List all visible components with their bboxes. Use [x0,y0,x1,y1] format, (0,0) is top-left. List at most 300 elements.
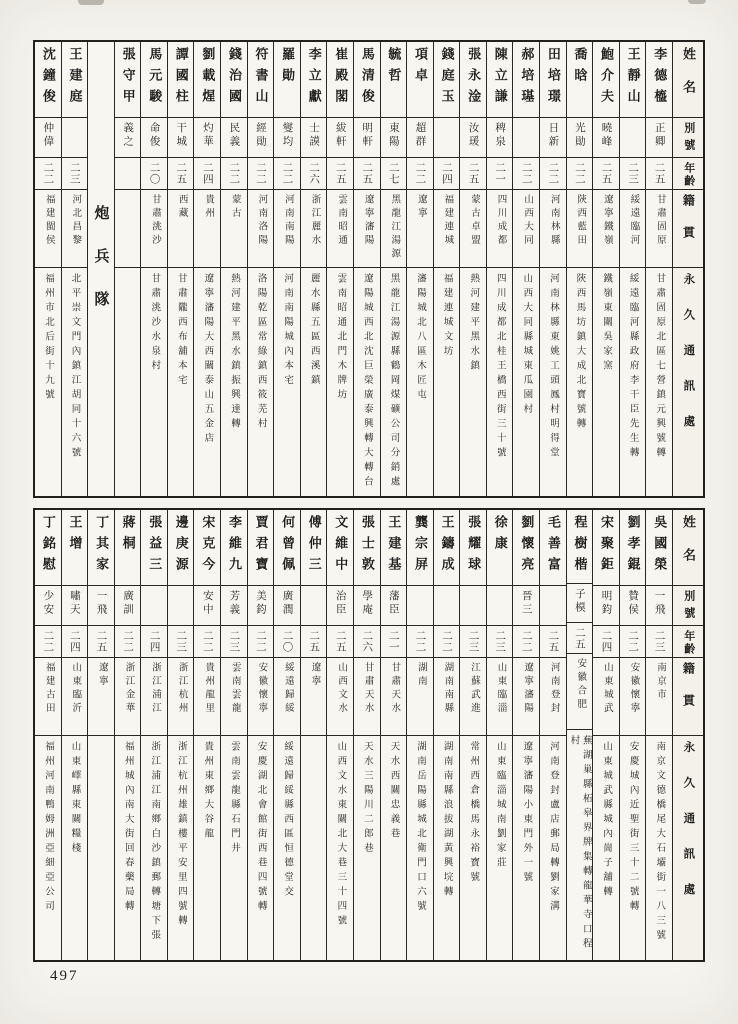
person-alias-cell [221,118,247,158]
person-name-text: 張耀球 [466,515,482,578]
person-name-cell [194,42,220,118]
person-age-cell [168,626,194,658]
person-alias-cell [407,118,433,158]
person-age-cell [593,626,619,658]
person-name-text: 張守甲 [120,47,136,110]
row-header-age [673,626,703,658]
person-alias-cell [248,118,274,158]
person-name-text: 崔殿閣 [333,47,349,110]
person-address-text: 天水三陽川二郎巷 [361,741,372,857]
person-name-text: 陳立謙 [492,47,508,110]
person-address-cell [513,268,539,496]
person-address-cell [62,736,88,960]
person-origin-text: 山西文水 [336,662,347,716]
person-column [381,510,408,960]
person-age-cell [115,158,141,190]
person-origin-cell [194,658,220,736]
person-name-text: 李德橀 [652,47,668,110]
person-age-text: 二二 [414,162,426,185]
person-name-cell [567,510,593,584]
person-address-text: 熱河建平黑水鎮振興達轉 [229,273,239,433]
person-column [62,42,89,496]
person-name-cell [646,42,672,118]
person-address-cell [646,268,672,496]
person-origin-cell [593,658,619,736]
person-name-cell [327,42,353,118]
person-address-cell [620,736,646,960]
person-alias-cell [301,118,327,158]
person-address-text: 遼陽城西北沈巨榮廣泰興轉大轉台 [361,273,372,491]
person-age-text: 二五 [95,630,107,653]
person-alias-text: 安中 [201,590,213,617]
person-name-text: 蔣桐 [120,515,136,557]
person-origin-text: 遼寧瀋陽 [522,662,533,716]
person-alias-cell [434,586,460,626]
unit-group-column [88,42,115,496]
person-column [221,510,248,960]
person-age-text: 二二 [520,630,532,653]
person-origin-cell [540,658,566,736]
person-origin-cell [62,658,88,736]
person-alias-cell [354,586,380,626]
person-column [460,42,487,496]
person-origin-text: 綏遠臨河 [628,194,639,248]
person-name-text: 賈君寶 [253,515,269,578]
person-origin-cell [381,658,407,736]
person-age-cell [141,158,167,190]
person-age-cell [327,158,353,190]
person-address-cell [593,268,619,496]
person-address-text: 福州市北后街十九號 [42,273,53,404]
person-column [381,42,408,496]
row-header-name [673,510,703,586]
person-age-cell [567,158,593,190]
person-address-cell [540,736,566,960]
person-alias-cell [168,118,194,158]
person-name-cell [88,510,114,586]
person-name-text: 鮑介夫 [599,47,615,110]
person-origin-cell [460,190,486,268]
person-origin-cell [354,658,380,736]
person-address-text: 天水西關忠義巷 [388,741,399,843]
person-address-cell [194,736,220,960]
person-origin-cell [487,658,513,736]
person-origin-text: 安徽合肥 [575,658,586,713]
person-name-cell [381,510,407,586]
person-name-text: 羅勛 [280,47,296,89]
person-address-text: 黑龍江湯源縣鶴岡煤礦公司分銷處 [388,273,399,491]
person-alias-text: 學庵 [361,590,373,617]
person-column [540,510,567,960]
person-age-cell [248,626,274,658]
person-alias-cell [327,586,353,626]
person-alias-text: 廣訓 [122,590,134,617]
person-alias-cell [540,118,566,158]
person-age-cell [434,158,460,190]
person-address-text: 甘肅隴西布舖本宅 [175,273,186,389]
person-address-cell [35,736,61,960]
person-address-cell [248,268,274,496]
person-name-text: 文維中 [333,515,349,578]
person-address-text: 福州河南鴨姆洲亞細亞公司 [42,741,53,915]
person-age-text: 二二 [254,630,266,653]
person-name-cell [513,42,539,118]
person-alias-cell [35,586,61,626]
person-origin-cell [62,190,88,268]
person-address-text: 洛陽乾區常綠鎮西筱芜村 [255,273,266,433]
person-origin-cell [513,658,539,736]
person-age-text: 二一 [494,162,506,185]
person-name-cell [274,510,300,586]
person-name-text: 毓哲 [386,47,402,89]
person-address-text: 四川成都北桂王橋西街三十號 [494,273,505,462]
person-address-text: 山西文水東關北大巷三十四號 [335,741,346,930]
person-origin-text: 遼寧瀋陽 [362,194,373,248]
person-alias-text: 士謨 [308,122,320,149]
person-column [141,42,168,496]
person-name-cell [407,510,433,586]
person-name-cell [540,510,566,586]
person-alias-cell [354,118,380,158]
person-column [646,510,673,960]
person-alias-cell [593,586,619,626]
person-name-cell [646,510,672,586]
person-alias-text: 一飛 [653,590,665,617]
person-name-cell [248,42,274,118]
person-alias-cell [327,118,353,158]
person-address-text: 常州西倉橋馬永裕寶號 [468,741,479,886]
person-column [646,42,673,496]
person-name-text: 王建庭 [67,47,83,110]
person-alias-text: 明軒 [361,122,373,149]
person-column [35,42,62,496]
person-address-cell [354,268,380,496]
scan-artifact [78,0,104,5]
person-origin-cell [221,190,247,268]
person-name-text: 王靜山 [625,47,641,110]
person-address-text: 安慶城內近聖街三十二號轉 [627,741,638,915]
person-column [567,42,594,496]
person-name-text: 毛善富 [545,515,561,578]
person-origin-text: 甘肅天水 [389,662,400,716]
person-name-cell [274,42,300,118]
person-origin-text: 蒙古卓盟 [468,194,479,248]
person-address-text: 浙江杭州雄鎮樓平安里四號轉 [175,741,186,930]
person-age-cell [88,626,114,658]
person-origin-cell [115,190,141,268]
person-name-text: 郝培璂 [519,47,535,110]
person-address-cell [327,268,353,496]
person-origin-text: 福建古田 [43,662,54,716]
person-age-text: 二五 [308,630,320,653]
person-origin-text: 河南洛陽 [256,194,267,248]
person-column [487,42,514,496]
person-age-cell [274,158,300,190]
person-origin-text: 江蘇武進 [468,662,479,716]
row-header-label: 年齡 [682,162,695,188]
person-age-text: 二五 [334,630,346,653]
person-origin-text: 四川成都 [495,194,506,248]
person-age-text: 二六 [361,630,373,653]
person-address-cell [327,736,353,960]
person-address-cell [407,736,433,960]
person-alias-text: 東陽 [387,122,399,149]
person-name-text: 徐康 [492,515,508,557]
person-alias-cell [194,118,220,158]
person-name-cell [115,510,141,586]
person-age-text: 二二 [122,630,134,653]
person-origin-cell [407,190,433,268]
person-age-cell [194,158,220,190]
person-name-text: 張士敦 [359,515,375,578]
person-age-cell [487,158,513,190]
person-origin-text: 甘肅固原 [655,194,666,248]
person-name-cell [168,42,194,118]
person-name-cell [487,510,513,586]
person-address-cell [35,268,61,496]
person-address-text: 福州城內南大街回春藥局轉 [122,741,133,915]
person-address-text: 南京文德橋尾大石壩街一八三號 [654,741,665,944]
person-name-cell [35,42,61,118]
person-alias-cell [274,118,300,158]
person-column [248,42,275,496]
person-address-text: 陝西馬坊鎮大成北寶號轉 [574,273,585,433]
person-column [540,42,567,496]
person-address-cell [141,268,167,496]
person-age-cell [513,626,539,658]
person-address-cell [354,736,380,960]
row-header-origin [673,658,703,736]
person-age-text: 二五 [175,162,187,185]
row-header-label: 年齡 [682,630,695,656]
person-address-text: 北平崇文門內鎮江胡同十六號 [69,273,80,462]
person-alias-cell [567,118,593,158]
person-age-cell [487,626,513,658]
person-age-cell [62,626,88,658]
person-address-cell [221,268,247,496]
person-name-text: 宋聚鉅 [599,515,615,578]
person-alias-cell [62,118,88,158]
person-name-text: 傅仲三 [306,515,322,578]
person-address-cell [141,736,167,960]
person-address-text: 瀋陽城北八區木匠屯 [415,273,426,404]
person-alias-cell [460,118,486,158]
person-name-cell [513,510,539,586]
person-alias-text: 民義 [228,122,240,149]
person-age-text: 二二 [547,162,559,185]
person-origin-text: 雲南雲龍 [229,662,240,716]
person-name-cell [460,510,486,586]
person-age-text: 二七 [387,162,399,185]
person-origin-text: 遼寧 [415,194,426,221]
person-name-cell [35,510,61,586]
person-age-text: 二二 [520,162,532,185]
person-address-cell [168,736,194,960]
person-address-text: 湖南岳陽縣城北衛門口六號 [415,741,426,915]
person-alias-text: 義之 [122,122,134,149]
person-age-cell [35,158,61,190]
person-address-text: 安慶湖北會館街西巷四號轉 [255,741,266,915]
person-age-text: 二三 [68,162,80,185]
person-address-cell [460,736,486,960]
person-name-text: 王鑄成 [439,515,455,578]
person-column [620,42,647,496]
person-alias-cell [141,586,167,626]
person-age-text: 二二 [627,630,639,653]
person-age-cell [221,626,247,658]
person-column [301,510,328,960]
person-origin-text: 安徽懷寧 [628,662,639,716]
person-name-cell [487,42,513,118]
person-alias-cell [248,586,274,626]
person-column [115,42,142,496]
person-address-cell [620,268,646,496]
person-origin-text: 湖南南縣 [442,662,453,716]
person-column [460,510,487,960]
person-column [274,510,301,960]
person-address-text: 山東嶧縣東關糧棧 [69,741,80,857]
person-name-text: 譚國柱 [173,47,189,110]
person-name-text: 丁銘慰 [40,515,56,578]
person-age-cell [460,626,486,658]
person-alias-text: 晉三 [520,590,532,617]
person-alias-text: 一飛 [95,590,107,617]
person-age-cell [434,626,460,658]
person-alias-cell [88,586,114,626]
person-address-cell [88,736,114,960]
person-age-cell [460,158,486,190]
person-address-cell [487,736,513,960]
person-age-cell [646,158,672,190]
person-origin-cell [381,190,407,268]
row-header-origin [673,190,703,268]
person-origin-cell [115,658,141,736]
person-origin-cell [407,658,433,736]
person-alias-cell [115,586,141,626]
person-origin-cell [301,190,327,268]
person-column [115,510,142,960]
person-origin-cell [168,190,194,268]
person-alias-text: 廣潤 [281,590,293,617]
person-name-text: 劉孝錕 [625,515,641,578]
person-alias-cell [646,586,672,626]
person-origin-cell [327,190,353,268]
person-name-text: 宋克今 [200,515,216,578]
row-header-column [673,510,703,960]
person-origin-text: 貴州龍里 [203,662,214,716]
person-alias-cell [35,118,61,158]
person-column [221,42,248,496]
person-origin-text: 甘肅洮沙 [150,194,161,248]
person-alias-cell [141,118,167,158]
person-origin-text: 山東臨淄 [495,662,506,716]
person-age-text: 二三 [228,630,240,653]
person-name-cell [62,42,88,118]
person-age-text: 二三 [653,630,665,653]
person-origin-cell [194,190,220,268]
person-age-text: 二三 [467,630,479,653]
person-age-cell [248,158,274,190]
person-address-cell [194,268,220,496]
person-age-cell [141,626,167,658]
person-address-cell [301,736,327,960]
person-column [168,510,195,960]
person-alias-text: 超群 [414,122,426,149]
person-column [35,510,62,960]
person-origin-text: 湖南 [415,662,426,689]
person-age-cell [646,626,672,658]
person-origin-text: 綏遠歸綏 [282,662,293,716]
person-age-cell [540,158,566,190]
person-address-text: 雲南雲龍縣石門井 [229,741,239,857]
row-header-label: 籍貫 [681,662,696,726]
person-alias-cell [407,586,433,626]
person-age-cell [327,626,353,658]
person-name-text: 田培璟 [545,47,561,110]
person-name-text: 何曾佩 [280,515,296,578]
person-address-cell [115,736,141,960]
person-column [88,510,115,960]
person-alias-cell [513,586,539,626]
person-name-cell [301,42,327,118]
person-alias-text: 美鈞 [254,590,266,617]
person-name-cell [434,42,460,118]
person-origin-cell [35,190,61,268]
person-origin-cell [620,658,646,736]
person-address-cell [434,736,460,960]
person-address-cell [381,736,407,960]
person-name-cell [115,42,141,118]
person-column [301,42,328,496]
person-origin-cell [540,190,566,268]
unit-group-label: 炮兵隊 [92,204,109,334]
row-header-age [673,158,703,190]
person-origin-cell [434,658,460,736]
person-address-cell [381,268,407,496]
person-age-text: 二〇 [281,630,293,653]
person-origin-cell [434,190,460,268]
person-age-cell [301,158,327,190]
person-name-text: 王增 [67,515,83,557]
row-header-address [673,268,703,496]
person-origin-cell [646,190,672,268]
person-address-text: 山東臨淄城南劉家莊 [494,741,505,872]
person-address-text: 浙江浦江南鄉白沙鎮郵轉塘下張 [149,741,160,944]
person-origin-cell [141,658,167,736]
person-address-cell [567,730,593,960]
person-age-text: 二三 [494,630,506,653]
person-age-text: 二四 [441,162,453,185]
person-name-cell [354,42,380,118]
person-age-text: 二四 [600,630,612,653]
person-age-cell [567,623,593,654]
person-origin-text: 遼寧 [96,662,107,689]
person-address-cell [593,736,619,960]
person-name-text: 符書山 [253,47,269,110]
person-origin-cell [274,658,300,736]
person-column [327,510,354,960]
person-name-cell [141,42,167,118]
person-age-text: 二五 [600,162,612,185]
row-header-label: 姓名 [681,515,696,581]
person-column [194,510,221,960]
person-alias-cell [487,586,513,626]
person-alias-text: 燮均 [281,122,293,149]
person-age-text: 二五 [467,162,479,185]
person-alias-cell [381,586,407,626]
person-address-cell [567,268,593,496]
person-alias-cell [646,118,672,158]
